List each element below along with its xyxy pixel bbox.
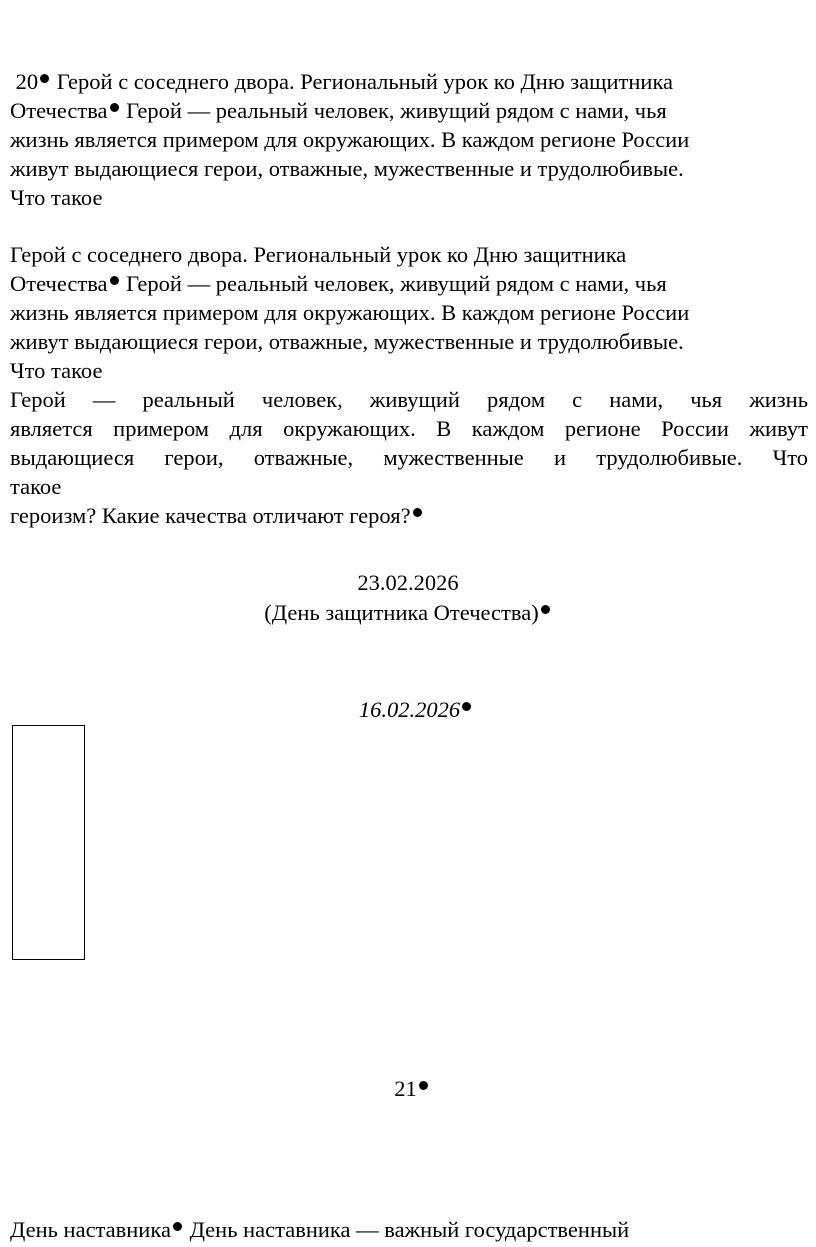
paragraph-1 xyxy=(10,67,808,212)
paragraph-2-line-4: живут выдающиеся герои, отважные, мужественные и трудолюбивые. xyxy=(10,329,684,354)
paragraph-1-line-5: Что такое xyxy=(10,185,103,210)
paragraph-2-line-9: такое xyxy=(10,474,62,499)
footer-title: День наставника xyxy=(10,1217,171,1242)
bullet-icon xyxy=(173,1222,182,1231)
paragraph-2 xyxy=(10,240,808,530)
footer-text: День наставника — важный государственный xyxy=(189,1217,630,1242)
bullet-icon xyxy=(541,605,550,614)
second-date: 16.02.2026 xyxy=(8,695,816,724)
event-date: 23.02.2026 xyxy=(357,570,459,595)
bullet-icon xyxy=(419,1081,428,1090)
paragraph-2-line-1: Герой с соседнего двора. Региональный урок ко Дню защитника xyxy=(10,242,627,267)
bullet-icon xyxy=(110,103,119,112)
paragraph-2-line-8: выдающиеся герои, отважные, мужественные и трудолюбивые. Что xyxy=(10,445,808,470)
bullet-icon xyxy=(462,702,471,711)
paragraph-1-line-3: жизнь является примером для окружающих. В каждом регионе России xyxy=(10,127,690,152)
paragraph-2-line-7: является примером для окружающих. В каждом регионе России живут xyxy=(10,416,808,441)
paragraph-2-line-5: Что такое xyxy=(10,358,103,383)
footer-line xyxy=(10,1215,808,1244)
paragraph-2-line-10: героизм? Какие качества отличают героя? xyxy=(10,501,808,530)
paragraph-2-line-3: жизнь является примером для окружающих. В каждом регионе России xyxy=(10,300,690,325)
page-number: 21 xyxy=(4,1074,816,1103)
empty-frame xyxy=(12,725,85,960)
bullet-icon xyxy=(413,508,422,517)
paragraph-2-line-2: Отечества Герой — реальный человек, живущий рядом с нами, чья xyxy=(10,271,667,296)
bullet-icon xyxy=(40,74,49,83)
paragraph-1-line-4: живут выдающиеся герои, отважные, мужественные и трудолюбивые. xyxy=(10,156,684,181)
bullet-icon xyxy=(110,276,119,285)
item-number: 20 xyxy=(15,69,39,94)
paragraph-1-line-2: Отечества Герой — реальный человек, живущий рядом с нами, чья xyxy=(10,98,667,123)
paragraph-1-line-1: 20 Герой с соседнего двора. Региональный урок ко Дню защитника xyxy=(15,69,674,94)
event-name: (День защитника Отечества) xyxy=(0,598,816,627)
paragraph-2-line-6: Герой — реальный человек, живущий рядом с нами, чья жизнь xyxy=(10,387,808,412)
